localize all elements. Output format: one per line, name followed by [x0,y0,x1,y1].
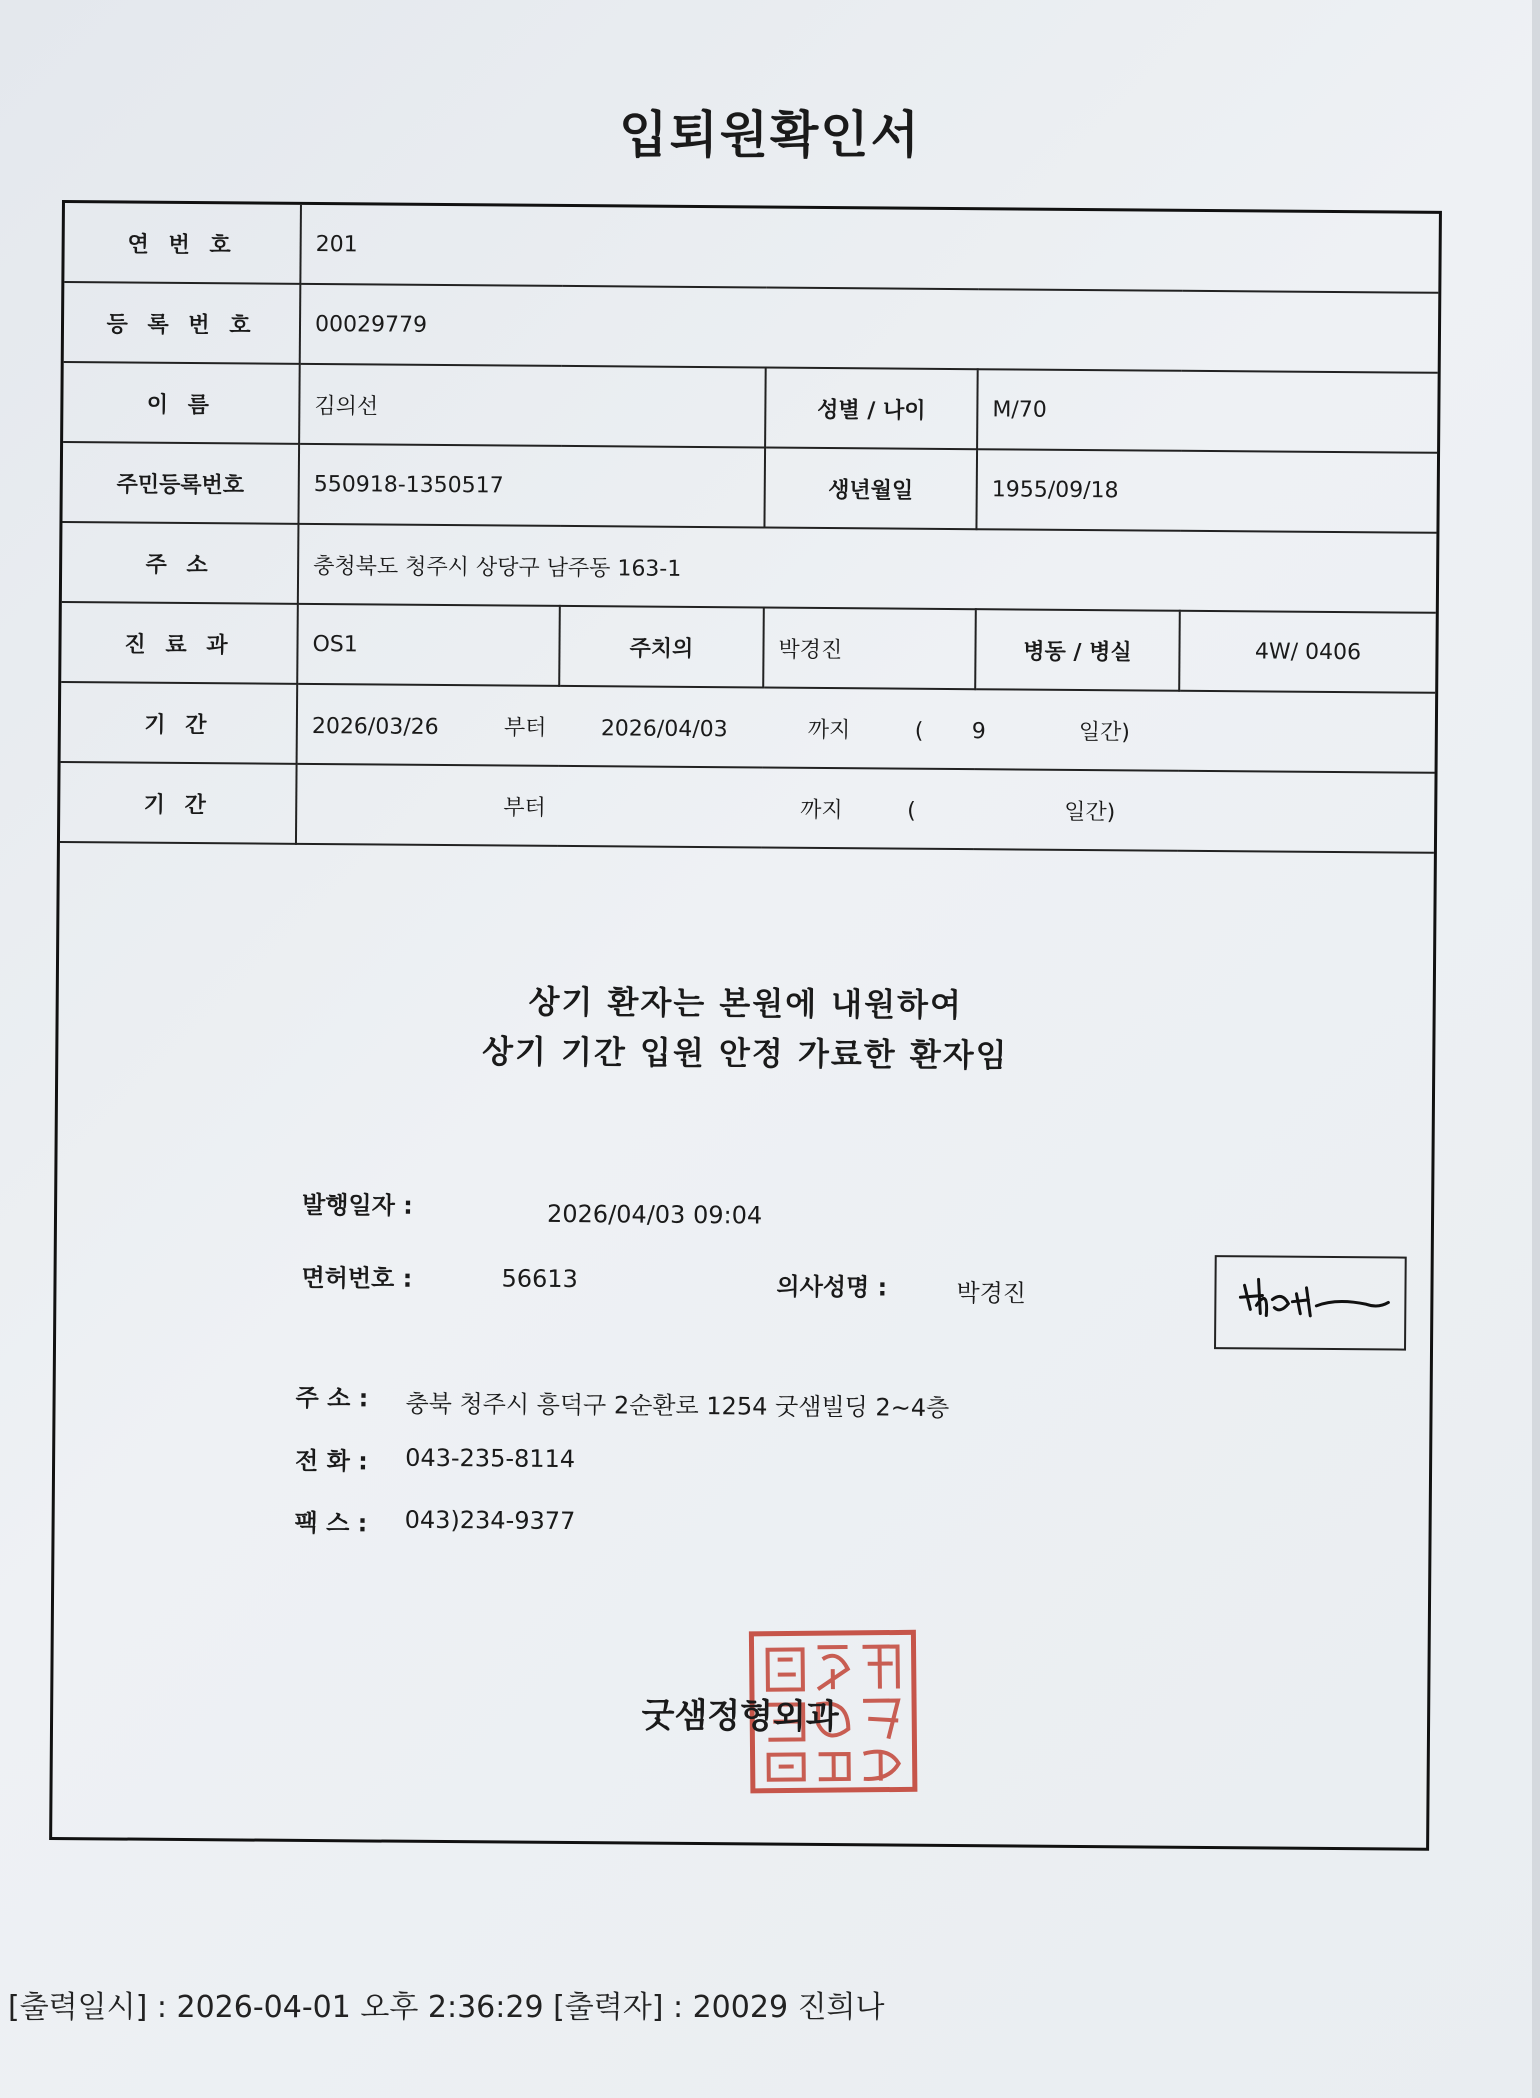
period1-from-word: 부터 [503,714,547,741]
license-label: 면허번호 : [301,1263,413,1293]
document-title: 입퇴원확인서 [619,106,921,164]
rrn-value: 550918-1350517 [298,444,765,528]
issue-date-label: 발행일자 : [302,1190,413,1220]
print-footer: [출력일시] : 2026-04-01 오후 2:36:29 [출력자] : 20029 진희나 [8,1990,885,2025]
period1-days-word: 일간) [1078,719,1131,745]
serial-value: 201 [300,205,1439,293]
statement-line-2: 상기 기간 입원 안정 가료한 환자임 [481,1032,1009,1075]
certificate-frame [49,200,1442,1851]
address-value: 충청북도 청주시 상당구 남주동 163-1 [298,524,1437,613]
period1-days: 9 [971,718,986,744]
rrn-label: 주민등록번호 [62,442,299,524]
clinic-name: 굿샘정형외과 [641,1695,839,1738]
period2-paren: ( [907,798,916,824]
period1-label: 기 간 [61,682,298,764]
address-label: 주 소 [62,522,299,604]
period1-to-word: 까지 [807,717,851,743]
period1-paren: ( [914,718,924,744]
name-value: 김의선 [299,364,766,448]
sex-age-value: M/70 [977,369,1438,453]
confirmation-statement [58,973,1433,1084]
serial-label: 연 번 호 [64,203,301,284]
period2-to-word: 까지 [800,797,843,823]
sex-age-label: 성별 / 나이 [765,368,978,450]
department-label: 진 료 과 [61,602,298,684]
ward-label: 병동 / 병실 [975,609,1180,691]
doctor-name-label: 의사성명 : [776,1272,888,1302]
license-value: 56613 [501,1264,579,1294]
period2-label: 기 간 [60,762,297,844]
clinic-address-value: 충북 청주시 흥덕구 2순환로 1254 굿샘빌딩 2~4층 [405,1389,950,1423]
period2-days-word: 일간) [1064,799,1116,825]
period1-from: 2026/03/26 [311,713,439,740]
registration-label: 등 록 번 호 [64,282,301,364]
attending-label: 주치의 [559,606,764,688]
doctor-name-value: 박경진 [956,1279,1027,1308]
name-label: 이 름 [63,362,300,444]
patient-info-table [60,203,1439,854]
dob-value: 1955/09/18 [976,449,1437,533]
clinic-fax-value: 043)234-9377 [404,1505,576,1536]
period2-from-word: 부터 [503,794,546,821]
period2-row [296,764,1435,853]
paper-edge [1532,0,1540,2098]
department-value: OS1 [297,604,560,686]
clinic-phone-value: 043-235-8114 [405,1443,576,1474]
period1-row [297,684,1436,773]
clinic-address-label: 주 소 : [295,1383,369,1413]
dob-label: 생년월일 [764,448,977,530]
statement-line-1: 상기 환자는 본원에 내원하여 [528,982,964,1025]
issue-date-value: 2026/04/03 09:04 [546,1199,763,1230]
period1-to: 2026/04/03 [600,715,728,742]
attending-value: 박경진 [763,608,976,690]
registration-value: 00029779 [300,284,1439,373]
signature-scribble [1216,1257,1405,1348]
doctor-signature [1214,1255,1407,1351]
clinic-phone-label: 전 화 : [294,1446,368,1476]
ward-value: 4W/ 0406 [1179,611,1436,693]
clinic-fax-label: 팩 스 : [294,1508,368,1538]
